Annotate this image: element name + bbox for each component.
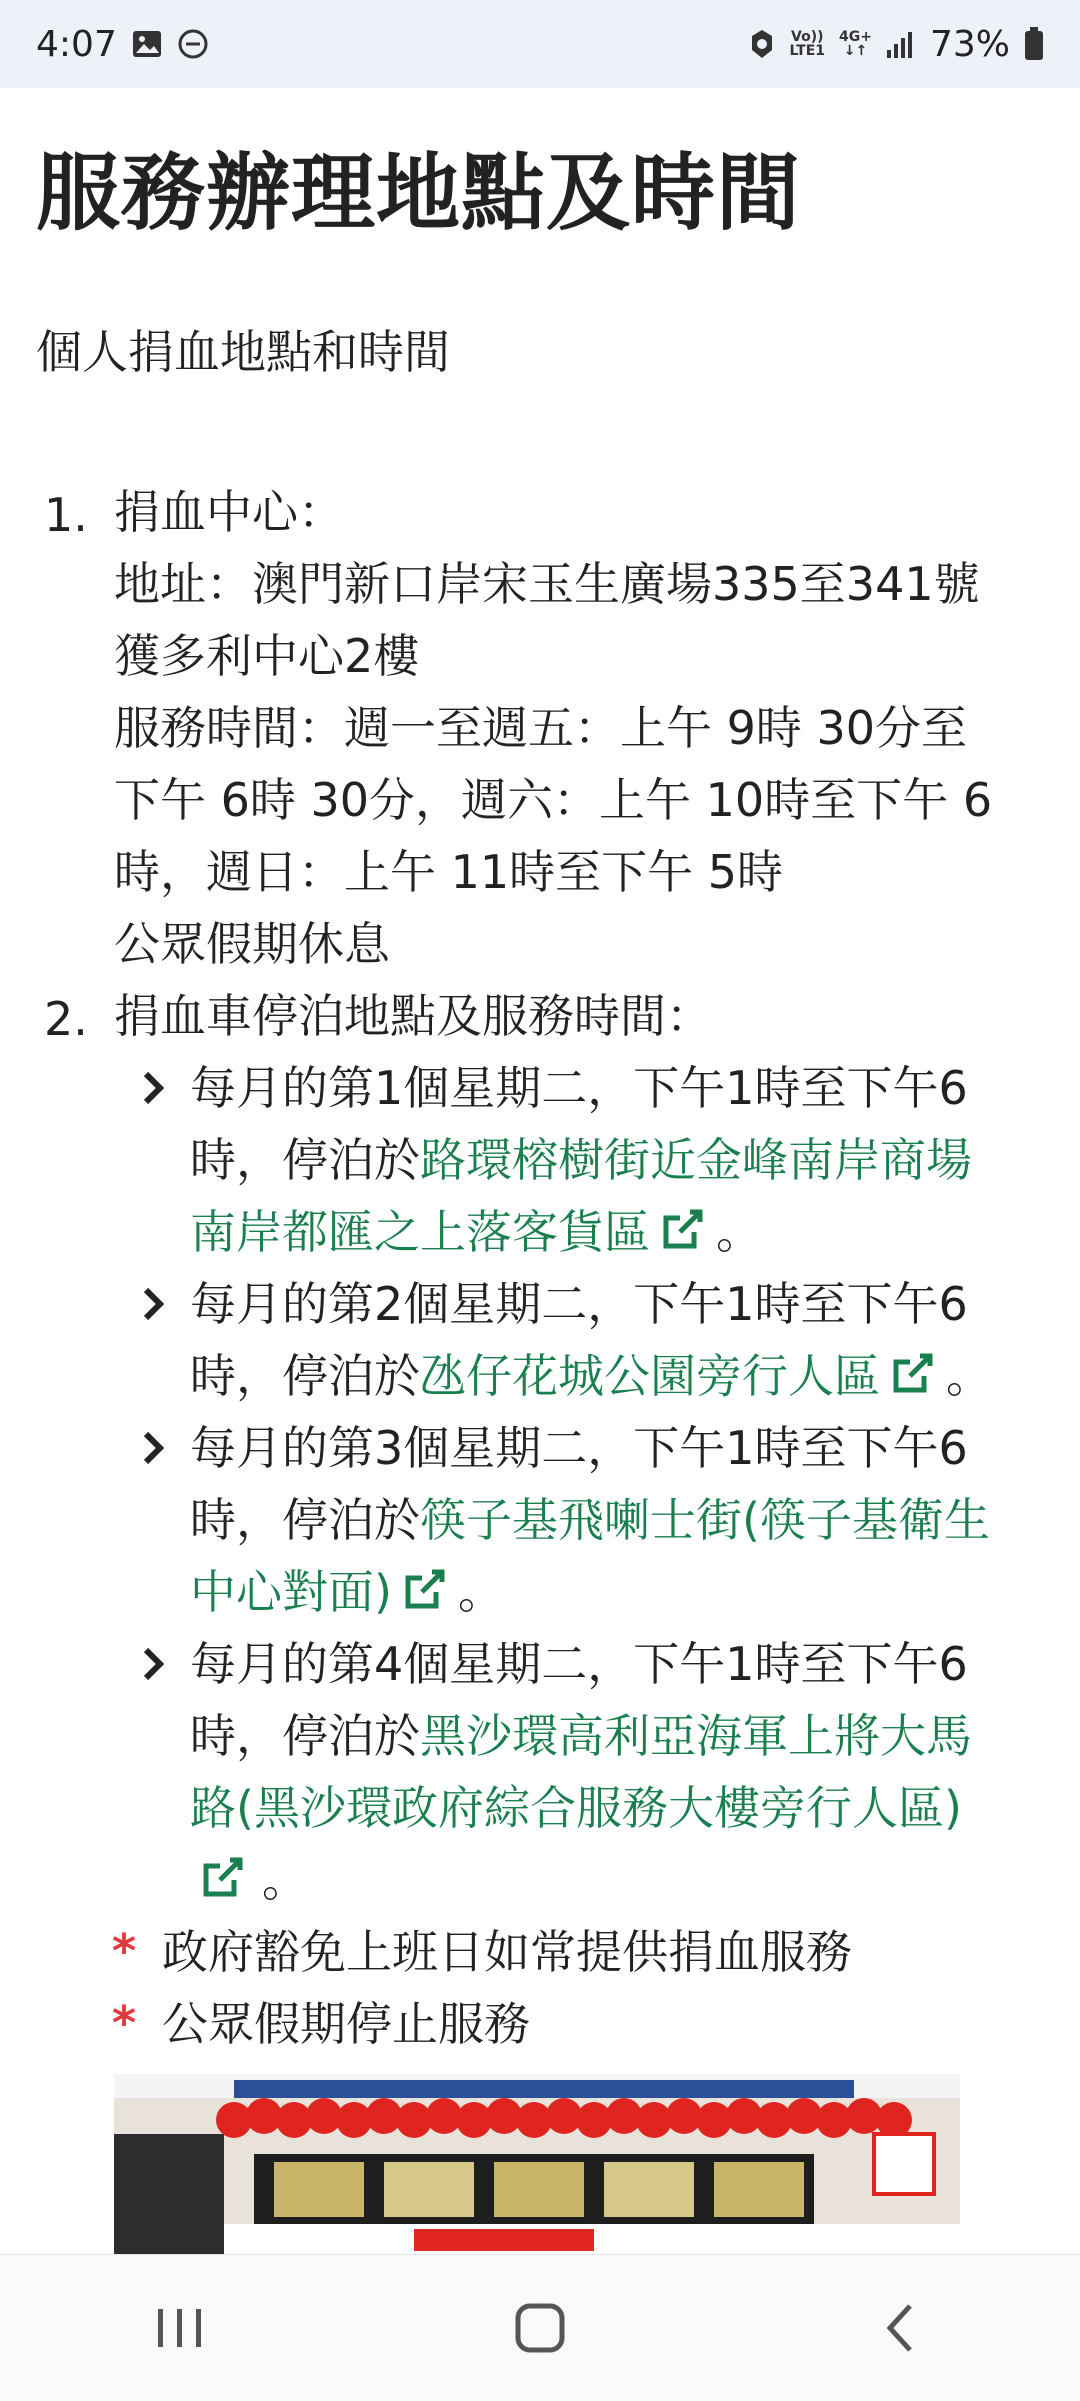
external-link-icon[interactable] <box>660 1200 704 1272</box>
page-title: 服務辦理地點及時間 <box>36 144 802 242</box>
list-line: 下午 6時 30分，週六：上午 10時至下午 6 <box>114 773 993 827</box>
schedule-location-line <box>190 1772 962 1844</box>
location-link[interactable]: 中心對面) <box>190 1565 392 1619</box>
list-line: 地址：澳門新口岸宋玉生廣場335至341號 <box>114 557 980 611</box>
schedule-text: 每月的第1個星期二，下午1時至下午6 <box>190 1061 968 1115</box>
schedule-text: 每月的第3個星期二，下午1時至下午6 <box>190 1421 968 1475</box>
4g-signal-icon: 4G+ ↓↑ <box>839 29 872 59</box>
asterisk-icon: * <box>112 1924 137 1978</box>
schedule-location-line <box>190 1196 762 1272</box>
status-bar-right <box>748 24 1044 65</box>
period-text: 。 <box>457 1565 504 1619</box>
location-link[interactable]: 南岸都匯之上落客貨區 <box>190 1205 650 1259</box>
period-text: 。 <box>946 1349 992 1403</box>
status-bar <box>0 0 1080 88</box>
home-icon[interactable] <box>480 2283 600 2373</box>
asterisk-icon: * <box>112 1996 137 2050</box>
chevron-right-icon <box>138 1646 170 1682</box>
volte-bottom-label: LTE1 <box>789 43 826 59</box>
schedule-text: 每月的第4個星期二，下午1時至下午6 <box>190 1637 968 1691</box>
status-bar-left <box>36 24 209 65</box>
schedule-location-line <box>190 1340 992 1416</box>
location-link[interactable]: 黑沙環高利亞海軍上將大馬 <box>420 1709 972 1763</box>
external-link-icon[interactable] <box>200 1848 244 1920</box>
list-number: 2. <box>44 992 88 1046</box>
list-line: 服務時間：週一至週五：上午 9時 30分至 <box>114 701 968 755</box>
battery-icon <box>1024 27 1044 61</box>
network-type-label: 4G+ <box>839 29 872 45</box>
schedule-location-line <box>190 1844 308 1920</box>
list-line: 獲多利中心2樓 <box>114 629 420 683</box>
navigation-bar <box>0 2254 1080 2401</box>
location-link[interactable]: 氹仔花城公園旁行人區 <box>420 1349 880 1403</box>
chevron-right-icon <box>138 1430 170 1466</box>
location-link[interactable]: 路(黑沙環政府綜合服務大樓旁行人區) <box>190 1781 962 1835</box>
location-link[interactable]: 路環榕樹街近金峰南岸商場 <box>420 1133 972 1187</box>
schedule-text: 每月的第2個星期二，下午1時至下午6 <box>190 1277 968 1331</box>
location-prefix: 時，停泊於 <box>190 1493 420 1547</box>
signal-bars-icon <box>886 30 916 58</box>
list-line: 捐血中心： <box>114 485 344 539</box>
schedule-location-line <box>190 1700 972 1772</box>
location-prefix: 時，停泊於 <box>190 1709 420 1763</box>
period-text: 。 <box>716 1205 762 1259</box>
location-prefix: 時，停泊於 <box>190 1133 420 1187</box>
external-link-icon[interactable] <box>890 1344 934 1416</box>
chevron-right-icon <box>138 1070 170 1106</box>
schedule-location-line <box>190 1484 990 1556</box>
schedule-location-line <box>190 1556 504 1632</box>
section-heading: 個人捐血地點和時間 <box>36 325 450 379</box>
data-saver-icon <box>748 28 776 60</box>
volte-icon <box>790 30 825 58</box>
list-line: 時，週日：上午 11時至下午 5時 <box>114 845 784 899</box>
location-link[interactable]: 筷子基飛喇士街(筷子基衛生 <box>420 1493 990 1547</box>
gallery-icon <box>131 28 163 60</box>
location-prefix: 時，停泊於 <box>190 1349 420 1403</box>
do-not-disturb-icon <box>177 28 209 60</box>
note-text: 公眾假期停止服務 <box>162 1997 530 2051</box>
list-line: 公眾假期休息 <box>114 917 390 971</box>
clock: 4:07 <box>36 23 117 65</box>
blood-donation-bus-photo <box>114 2074 960 2254</box>
recents-icon[interactable] <box>120 2283 240 2373</box>
battery-percent: 73% <box>929 23 1010 65</box>
list-number: 1. <box>44 488 88 542</box>
list-heading: 捐血車停泊地點及服務時間： <box>114 989 712 1043</box>
volte-top-label: Vo)) <box>791 29 824 45</box>
period-text: 。 <box>262 1853 308 1907</box>
external-link-icon[interactable] <box>402 1560 446 1632</box>
note-text: 政府豁免上班日如常提供捐血服務 <box>162 1925 852 1979</box>
chevron-right-icon <box>138 1286 170 1322</box>
schedule-location-line <box>190 1124 972 1196</box>
back-icon[interactable] <box>840 2283 960 2373</box>
